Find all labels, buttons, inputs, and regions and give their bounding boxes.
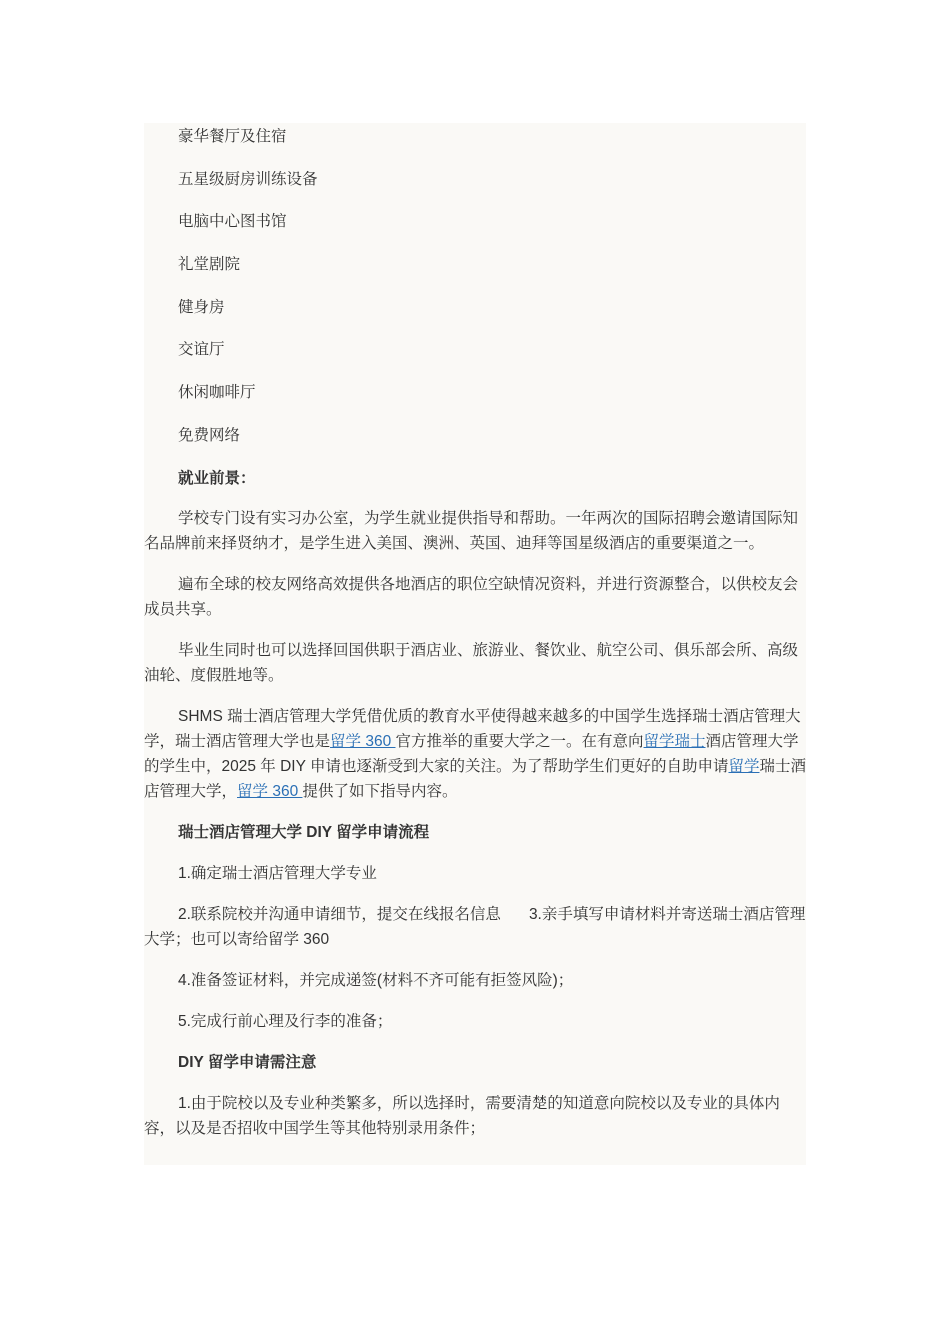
intro-text: 瑞士酒店管理大学， xyxy=(144,756,806,800)
intro-text: 提供了如下指导内容。 xyxy=(302,781,458,800)
liuxue-link[interactable]: 留学 xyxy=(728,756,760,775)
facility-item: 五星级厨房训练设备 xyxy=(178,169,318,188)
facility-item: 休闲咖啡厅 xyxy=(178,383,256,402)
career-heading: 就业前景： xyxy=(178,467,256,487)
article-body xyxy=(144,123,806,1165)
process-heading: 瑞士酒店管理大学 DIY 留学申请流程 xyxy=(178,823,430,841)
facility-item: 健身房 xyxy=(178,297,225,316)
liuxue360-link[interactable]: 留学 360 xyxy=(330,732,396,750)
facility-list xyxy=(144,123,806,465)
intro-text: 官方推举的重要大学之一。在有意向 xyxy=(395,731,644,750)
liuxue-ruishi-link[interactable]: 留学瑞士 xyxy=(643,731,706,750)
career-paragraph: 毕业生同时也可以选择回国供职于酒店业、旅游业、餐饮业、航空公司、俱乐部会所、高级油轮、度假胜地等。 xyxy=(144,640,799,684)
note-item: 1.由于院校以及专业种类繁多，所以选择时，需要清楚的知道意向院校以及专业的具体内容，以及是否招收中国学生等其他特别录用条件； xyxy=(144,1094,780,1137)
facility-item: 交谊厅 xyxy=(178,340,225,359)
facility-item: 免费网络 xyxy=(178,425,241,444)
process-step-3: 3.亲手填写申请材料并寄送瑞士酒店管理大学；也可以寄给留学 360 xyxy=(144,905,806,948)
notes-heading: DIY 留学申请需注意 xyxy=(178,1053,317,1071)
process-step: 1.确定瑞士酒店管理大学专业 xyxy=(178,864,377,882)
career-paragraph: 学校专门设有实习办公室，为学生就业提供指导和帮助。一年两次的国际招聘会邀请国际知名品牌前来择贤纳才，是学生进入美国、澳洲、英国、迪拜等国星级酒店的重要渠道之一。 xyxy=(144,508,799,552)
process-step: 5.完成行前心理及行李的准备； xyxy=(178,1012,393,1030)
facility-item: 电脑中心图书馆 xyxy=(178,212,287,231)
process-step: 4.准备签证材料，并完成递签(材料不齐可能有拒签风险)； xyxy=(178,971,574,989)
intro-text: SHMS 瑞士酒店管理大学凭借优质的教育水平使得越来越多的中国学生选择瑞士酒店管理大学，瑞士酒店管理大学也是 xyxy=(144,707,801,750)
process-step-2: 2.联系院校并沟通申请细节，提交在线报名信息 xyxy=(178,905,501,923)
intro-paragraph xyxy=(144,704,806,804)
career-paragraph: 遍布全球的校友网络高效提供各地酒店的职位空缺情况资料，并进行资源整合，以供校友会成员共享。 xyxy=(144,574,799,618)
process-step xyxy=(144,902,806,952)
liuxue360-link[interactable]: 留学 360 xyxy=(237,782,303,800)
facility-item: 礼堂剧院 xyxy=(178,255,241,274)
intro-text: 酒店管理大学的学生中，2025 年 DIY 申请也逐渐受到大家的关注。为了帮助学生们更好的自助申请 xyxy=(144,732,799,775)
facility-item: 豪华餐厅及住宿 xyxy=(178,127,287,145)
